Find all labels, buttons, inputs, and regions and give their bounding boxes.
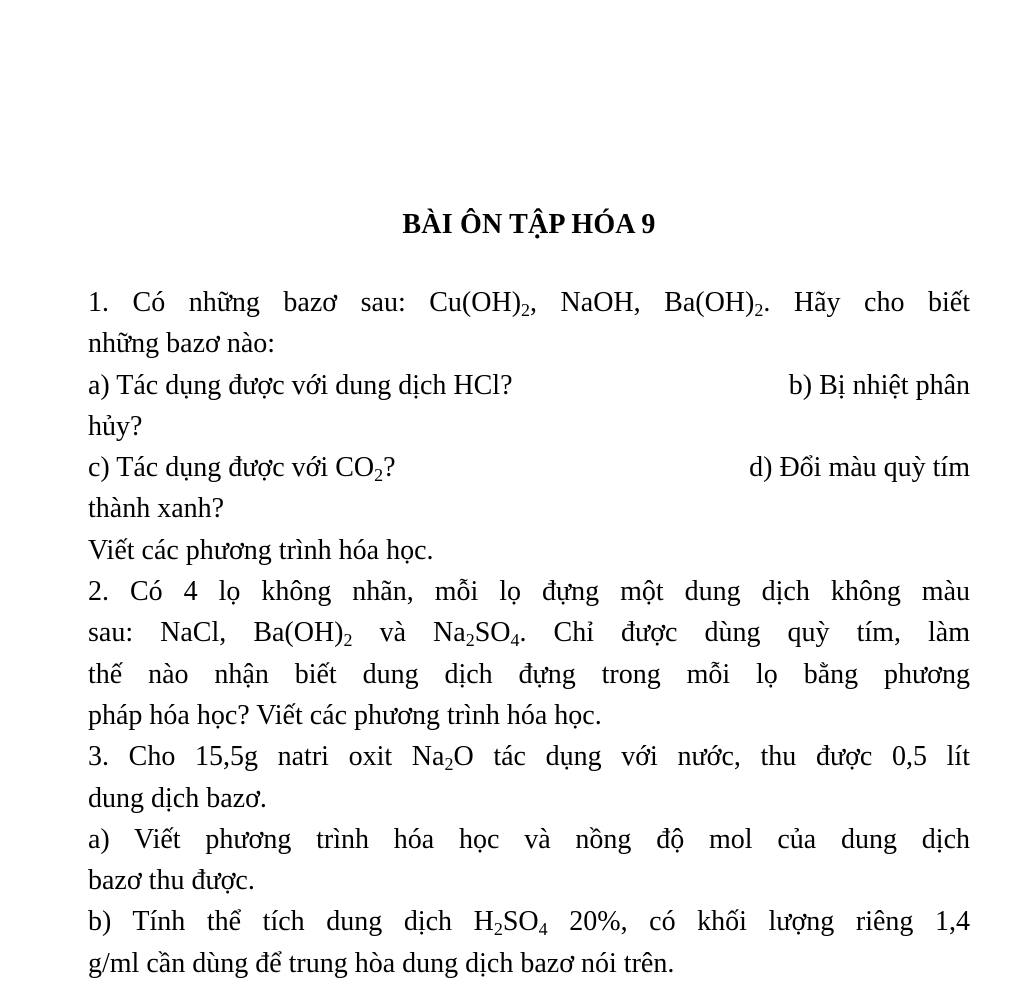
document-title: BÀI ÔN TẬP HÓA 9: [402, 209, 656, 240]
q1-intro-line-2: những bazơ nào:: [88, 328, 276, 360]
q1-options-ab: [88, 365, 970, 406]
q3-option-b-line-1: b) Tính thể tích dung dịch $H_2SO_4$ 20%, có khối lượng riêng 1,4: [88, 906, 970, 940]
q3-line-2: dung dịch bazơ.: [88, 782, 267, 814]
q1-options-cd: [88, 447, 970, 488]
q1-intro-line: 1. Có những bazơ sau: $Cu(OH)_2$, NaOH, $Ba(OH)_2$. Hãy cho biết: [88, 287, 970, 320]
q2-line-2: sau: NaCl, $Ba(OH)_2$ và $Na_2SO_4$. Chỉ được dùng quỳ tím, làm: [88, 617, 970, 651]
q2-line-1: 2. Có 4 lọ không nhãn, mỗi lọ đựng một dung dịch không màu: [88, 576, 970, 608]
q3-option-b-line-2: g/ml cần dùng để trung hòa dung dịch bazơ nói trên.: [88, 947, 675, 979]
q1-option-d-cont: thành xanh?: [88, 493, 225, 525]
document-page: [88, 0, 970, 977]
q2-line-4: pháp hóa học? Viết các phương trình hóa học.: [88, 699, 602, 731]
exercise-body: [88, 282, 970, 984]
q3-line-1: 3. Cho 15,5g natri oxit $Na_2O$ tác dụng với nước, thu được 0,5 lít: [88, 741, 970, 775]
q1-option-d: d) Đổi màu quỳ tím: [749, 452, 970, 484]
q2-line-3: thế nào nhận biết dung dịch đựng trong mỗi lọ bằng phương: [88, 658, 970, 690]
q1-closing: Viết các phương trình hóa học.: [88, 534, 434, 566]
q1-option-b: b) Bị nhiệt phân: [788, 369, 970, 401]
q3-option-a-line-2: bazơ thu được.: [88, 865, 255, 897]
q3-option-a-line-1: a) Viết phương trình hóa học và nồng độ mol của dung dịch: [88, 823, 970, 855]
q1-option-c: c) Tác dụng được với $CO_2$?: [88, 452, 396, 486]
q1-option-a: a) Tác dụng được với dung dịch HCl?: [88, 369, 513, 401]
q1-option-b-cont: hủy?: [88, 410, 143, 442]
